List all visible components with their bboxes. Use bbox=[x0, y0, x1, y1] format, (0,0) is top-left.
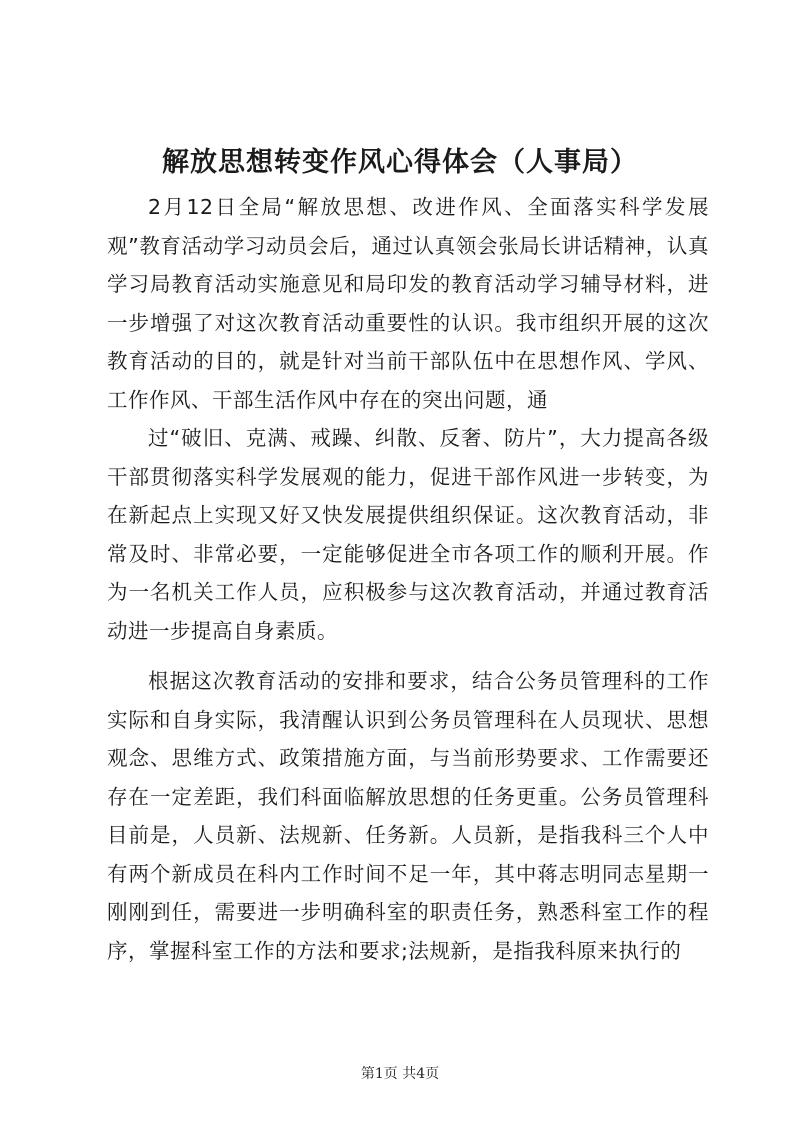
document-body bbox=[107, 188, 709, 970]
document-title: 解放思想转变作风心得体会（人事局） bbox=[162, 147, 638, 178]
paragraph-2: 过“破旧、克满、戒躁、纠散、反奢、防片”，大力提高各级干部贯彻落实科学发展观的能力，促进干部作风进一步转变，为在新起点上实现又好又快发展提供组织保证。这次教育活动，非常及时、非常必要，一定能够促进全市各项工作的顺利开展。作为一名机关工作人员，应积极参与这次教育活动，并通过教育活动进一步提高自身素质。 bbox=[107, 426, 709, 643]
page-number-footer: 第1页 共4页 bbox=[360, 1066, 440, 1082]
paragraph-1: 2月12日全局“解放思想、改进作风、全面落实科学发展观”教育活动学习动员会后，通过认真领会张局长讲话精神，认真学习局教育活动实施意见和局印发的教育活动学习辅导材料，进一步增强了对这次教育活动重要性的认识。我市组织开展的这次教育活动的目的，就是针对当前干部队伍中在思想作风、学风、工作作风、干部生活作风中存在的突出问题，通 bbox=[107, 195, 709, 412]
paragraph-3: 根据这次教育活动的安排和要求，结合公务员管理科的工作实际和自身实际，我清醒认识到公务员管理科在人员现状、思想观念、思维方式、政策措施方面，与当前形势要求、工作需要还存在一定差距，我们科面临解放思想的任务更重。公务员管理科目前是，人员新、法规新、任务新。人员新，是指我科三个人中有两个新成员在科内工作时间不足一年，其中蒋志明同志星期一刚刚到任，需要进一步明确科室的职责任务，熟悉科室工作的程序，掌握科室工作的方法和要求;法规新，是指我科原来执行的 bbox=[107, 669, 709, 963]
